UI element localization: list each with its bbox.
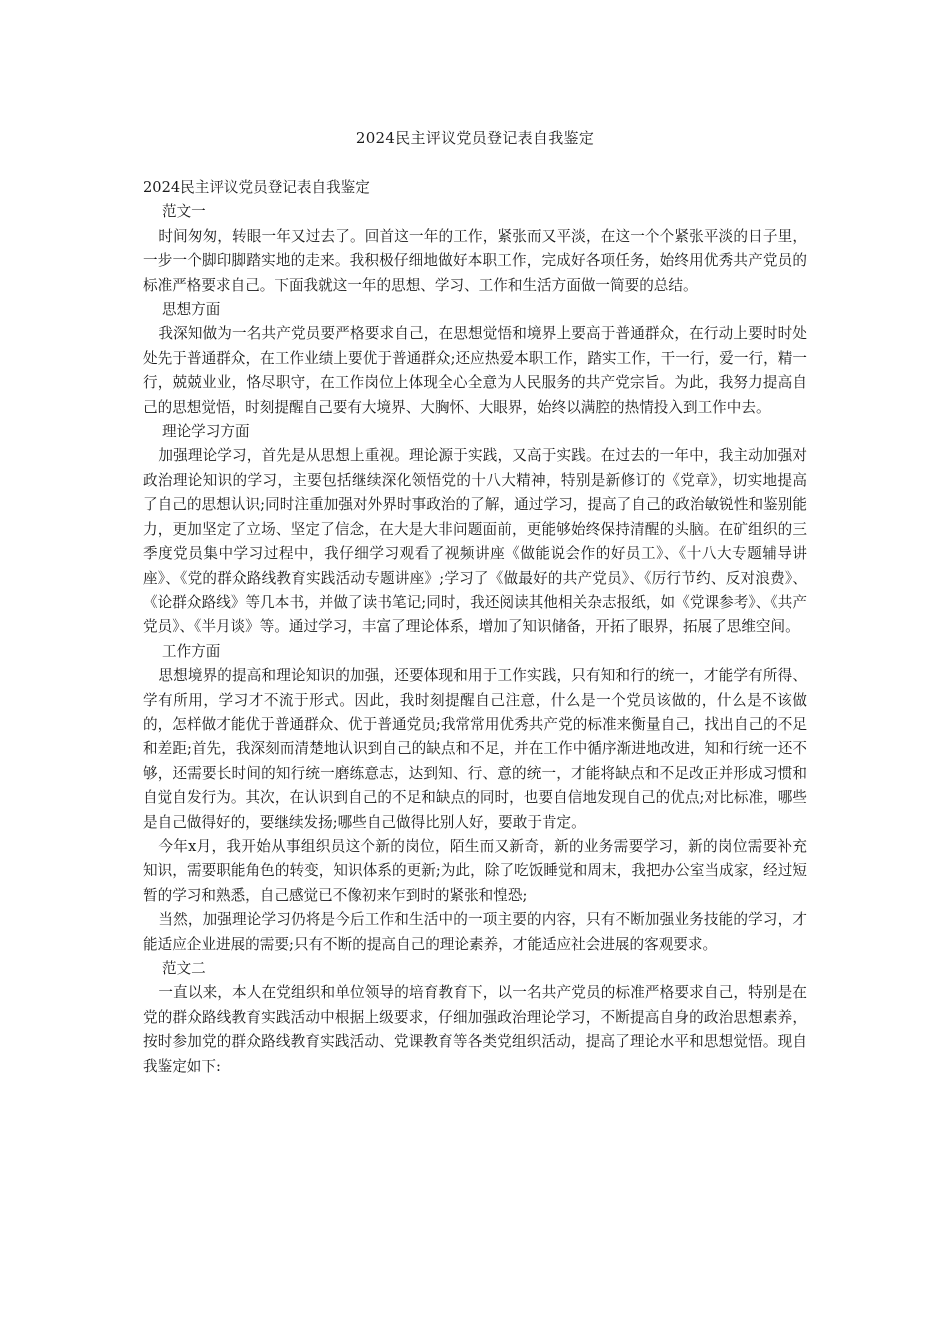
paragraph: 一直以来，本人在党组织和单位领导的培育教育下，以一名共产党员的标准严格要求自己，特别是在党的群众路线教育实践活动中根据上级要求，仔细加强政治理论学习，不断提高自身的政治思想素养，按时参加党的群众路线教育实践活动、党课教育等各类党组织活动，提高了理论水平和思想觉悟。现自我鉴定如下: xyxy=(143,984,807,1075)
paragraph: 我深知做为一名共产党员要严格要求自己，在思想觉悟和境界上要高于普通群众，在行动上要时时处处先于普通群众，在工作业绩上要优于普通群众;还应热爱本职工作，踏实工作，干一行，爱一行，精一行，兢兢业业，恪尽职守，在工作岗位上体现全心全意为人民服务的共产党宗旨。为此，我努力提高自己的思想觉悟，时刻提醒自己要有大境界、大胸怀、大眼界，始终以满腔的热情投入到工作中去。 xyxy=(143,325,807,416)
section-heading: 范文二 xyxy=(161,960,206,977)
paragraph: 加强理论学习，首先是从思想上重视。理论源于实践，又高于实践。在过去的一年中，我主动加强对政治理论知识的学习，主要包括继续深化领悟党的十八大精神，特别是新修订的《党章》，切实地提高了自己的思想认识;同时注重加强对外界时事政治的了解，通过学习，提高了自己的政治敏锐性和鉴别能力，更加坚定了立场、坚定了信念，在大是大非问题面前，更能够始终保持清醒的头脑。在矿组织的三季度党员集中学习过程中，我仔细学习观看了视频讲座《做能说会作的好员工》、《十八大专题辅导讲座》、《党的群众路线教育实践活动专题讲座》;学习了《做最好的共产党员》、《厉行节约、反对浪费》、《论群众路线》等几本书，并做了读书笔记;同时，我还阅读其他相关杂志报纸，如《党课参考》、《共产党员》、《半月谈》等。通过学习，丰富了理论体系，增加了知识储备，开拓了眼界，拓展了思维空间。 xyxy=(143,447,807,636)
document-subtitle: 2024民主评议党员登记表自我鉴定 xyxy=(143,179,370,196)
document-body xyxy=(143,176,807,1079)
paragraph: 时间匆匆，转眼一年又过去了。回首这一年的工作，紧张而又平淡，在这一个个紧张平淡的日子里，一步一个脚印脚踏实地的走来。我积极仔细地做好本职工作，完成好各项任务，始终用优秀共产党员的标准严格要求自己。下面我就这一年的思想、学习、工作和生活方面做一简要的总结。 xyxy=(143,227,807,294)
section-heading: 思想方面 xyxy=(161,301,221,319)
paragraph: 今年x月，我开始从事组织员这个新的岗位，陌生而又新奇，新的业务需要学习，新的岗位需要补充知识，需要职能角色的转变，知识体系的更新;为此，除了吃饭睡觉和周末，我把办公室当成家，经过短暂的学习和熟悉，自己感觉已不像初来乍到时的紧张和惶恐; xyxy=(143,837,807,904)
paragraph: 当然，加强理论学习仍将是今后工作和生活中的一项主要的内容，只有不断加强业务技能的学习，才能适应企业进展的需要;只有不断的提高自己的理论素养，才能适应社会进展的客观要求。 xyxy=(143,911,807,953)
section-heading: 范文一 xyxy=(161,203,206,221)
section-heading: 工作方面 xyxy=(161,642,221,660)
paragraph: 思想境界的提高和理论知识的加强，还要体现和用于工作实践，只有知和行的统一，才能学有所得、学有所用，学习才不流于形式。因此，我时刻提醒自己注意，什么是一个党员该做的，什么是不该做的，怎样做才能优于普通群众、优于普通党员;我常常用优秀共产党的标准来衡量自己，找出自己的不足和差距;首先，我深刻而清楚地认识到自己的缺点和不足，并在工作中循序渐进地改进，知和行统一还不够，还需要长时间的知行统一磨练意志，达到知、行、意的统一，才能将缺点和不足改正并形成习惯和自觉自发行为。其次，在认识到自己的不足和缺点的同时，也要自信地发现自己的优点;对比标准，哪些是自己做得好的，要继续发扬;哪些自己做得比别人好，要敢于肯定。 xyxy=(143,667,807,831)
page-title: 2024民主评议党员登记表自我鉴定 xyxy=(355,129,595,147)
section-heading: 理论学习方面 xyxy=(161,423,250,441)
